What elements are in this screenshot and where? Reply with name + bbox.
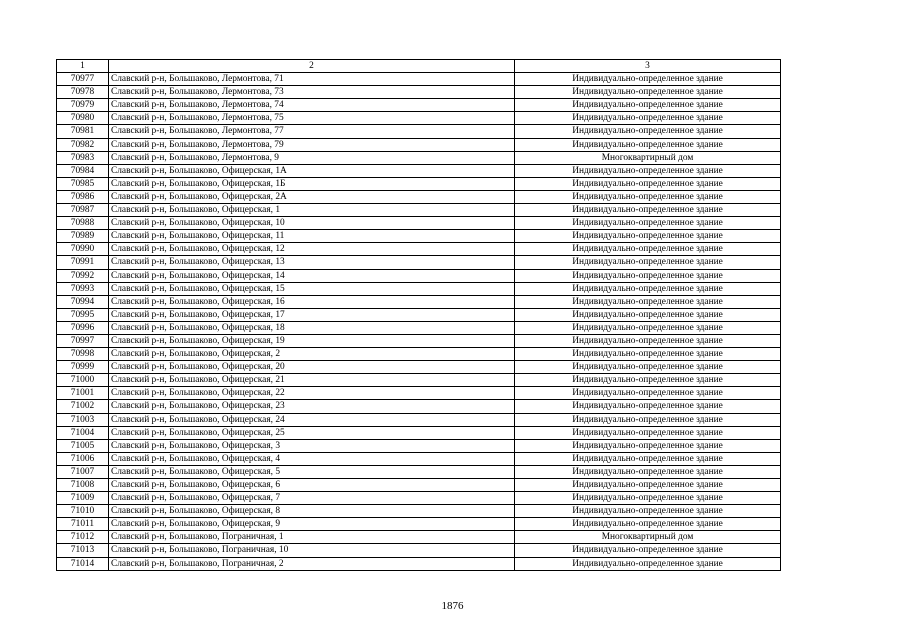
table-row (57, 138, 781, 151)
table-row (57, 321, 781, 334)
table-row (57, 413, 781, 426)
cell-object-type: Индивидуально-определенное здание (515, 413, 781, 426)
cell-number: 70979 (57, 99, 109, 112)
cell-address: Славский р-н, Большаково, Офицерская, 2 (109, 348, 515, 361)
cell-number: 70992 (57, 269, 109, 282)
table-row (57, 86, 781, 99)
table-row (57, 531, 781, 544)
cell-address: Славский р-н, Большаково, Офицерская, 17 (109, 308, 515, 321)
cell-object-type: Индивидуально-определенное здание (515, 308, 781, 321)
cell-object-type: Индивидуально-определенное здание (515, 426, 781, 439)
table-row (57, 164, 781, 177)
table-row (57, 282, 781, 295)
cell-object-type: Индивидуально-определенное здание (515, 348, 781, 361)
table-row (57, 269, 781, 282)
cell-object-type: Индивидуально-определенное здание (515, 164, 781, 177)
cell-number: 70983 (57, 151, 109, 164)
cell-object-type: Индивидуально-определенное здание (515, 243, 781, 256)
cell-address: Славский р-н, Большаково, Лермонтова, 74 (109, 99, 515, 112)
table-row (57, 308, 781, 321)
cell-object-type: Индивидуально-определенное здание (515, 400, 781, 413)
table-row (57, 387, 781, 400)
cell-number: 71014 (57, 557, 109, 570)
cell-object-type: Индивидуально-определенное здание (515, 505, 781, 518)
table-row (57, 361, 781, 374)
table-row (57, 230, 781, 243)
table-row (57, 295, 781, 308)
table-row (57, 348, 781, 361)
table-row (57, 374, 781, 387)
cell-number: 71006 (57, 452, 109, 465)
cell-number: 71004 (57, 426, 109, 439)
cell-address: Славский р-н, Большаково, Лермонтова, 71 (109, 73, 515, 86)
cell-object-type: Индивидуально-определенное здание (515, 230, 781, 243)
cell-object-type: Индивидуально-определенное здание (515, 177, 781, 190)
cell-address: Славский р-н, Большаково, Лермонтова, 75 (109, 112, 515, 125)
cell-object-type: Индивидуально-определенное здание (515, 217, 781, 230)
cell-address: Славский р-н, Большаково, Офицерская, 6 (109, 479, 515, 492)
cell-object-type: Индивидуально-определенное здание (515, 138, 781, 151)
cell-object-type: Индивидуально-определенное здание (515, 387, 781, 400)
cell-address: Славский р-н, Большаково, Офицерская, 20 (109, 361, 515, 374)
cell-address: Славский р-н, Большаково, Пограничная, 10 (109, 544, 515, 557)
table-row (57, 426, 781, 439)
table-row (57, 190, 781, 203)
table-row (57, 479, 781, 492)
cell-address: Славский р-н, Большаково, Офицерская, 15 (109, 282, 515, 295)
cell-address: Славский р-н, Большаково, Офицерская, 16 (109, 295, 515, 308)
cell-number: 70984 (57, 164, 109, 177)
table-row (57, 400, 781, 413)
cell-object-type: Индивидуально-определенное здание (515, 492, 781, 505)
column-header-number: 1 (57, 60, 109, 73)
cell-number: 71008 (57, 479, 109, 492)
cell-number: 71005 (57, 439, 109, 452)
cell-address: Славский р-н, Большаково, Офицерская, 18 (109, 321, 515, 334)
cell-object-type: Индивидуально-определенное здание (515, 256, 781, 269)
table-row (57, 256, 781, 269)
cell-address: Славский р-н, Большаково, Офицерская, 4 (109, 452, 515, 465)
cell-address: Славский р-н, Большаково, Пограничная, 1 (109, 531, 515, 544)
register-table (56, 59, 781, 571)
cell-object-type: Индивидуально-определенное здание (515, 374, 781, 387)
cell-number: 70999 (57, 361, 109, 374)
cell-number: 70977 (57, 73, 109, 86)
cell-object-type: Индивидуально-определенное здание (515, 99, 781, 112)
cell-object-type: Многоквартирный дом (515, 531, 781, 544)
cell-address: Славский р-н, Большаково, Лермонтова, 9 (109, 151, 515, 164)
cell-number: 70995 (57, 308, 109, 321)
cell-object-type: Индивидуально-определенное здание (515, 112, 781, 125)
table-row (57, 439, 781, 452)
cell-number: 70980 (57, 112, 109, 125)
cell-address: Славский р-н, Большаково, Офицерская, 9 (109, 518, 515, 531)
cell-number: 71012 (57, 531, 109, 544)
cell-number: 70981 (57, 125, 109, 138)
cell-address: Славский р-н, Большаково, Офицерская, 19 (109, 334, 515, 347)
cell-object-type: Индивидуально-определенное здание (515, 86, 781, 99)
table-row (57, 217, 781, 230)
cell-address: Славский р-н, Большаково, Офицерская, 24 (109, 413, 515, 426)
cell-object-type: Индивидуально-определенное здание (515, 361, 781, 374)
cell-number: 70994 (57, 295, 109, 308)
cell-object-type: Индивидуально-определенное здание (515, 73, 781, 86)
cell-number: 70997 (57, 334, 109, 347)
table-row (57, 243, 781, 256)
cell-number: 70989 (57, 230, 109, 243)
cell-number: 70982 (57, 138, 109, 151)
cell-address: Славский р-н, Большаково, Офицерская, 5 (109, 465, 515, 478)
cell-number: 71013 (57, 544, 109, 557)
cell-address: Славский р-н, Большаково, Офицерская, 7 (109, 492, 515, 505)
cell-number: 70993 (57, 282, 109, 295)
table-body (57, 73, 781, 571)
cell-address: Славский р-н, Большаково, Офицерская, 1 (109, 204, 515, 217)
cell-address: Славский р-н, Большаково, Офицерская, 25 (109, 426, 515, 439)
cell-number: 71011 (57, 518, 109, 531)
cell-object-type: Индивидуально-определенное здание (515, 544, 781, 557)
cell-object-type: Индивидуально-определенное здание (515, 479, 781, 492)
cell-number: 70978 (57, 86, 109, 99)
table-row (57, 518, 781, 531)
table-row (57, 452, 781, 465)
table-row (57, 151, 781, 164)
cell-address: Славский р-н, Большаково, Лермонтова, 73 (109, 86, 515, 99)
cell-number: 70988 (57, 217, 109, 230)
cell-number: 70987 (57, 204, 109, 217)
cell-object-type: Индивидуально-определенное здание (515, 321, 781, 334)
table-row (57, 544, 781, 557)
table-row (57, 465, 781, 478)
table-row (57, 73, 781, 86)
cell-address: Славский р-н, Большаково, Лермонтова, 77 (109, 125, 515, 138)
cell-address: Славский р-н, Большаково, Офицерская, 1А (109, 164, 515, 177)
cell-address: Славский р-н, Большаково, Офицерская, 8 (109, 505, 515, 518)
cell-address: Славский р-н, Большаково, Офицерская, 22 (109, 387, 515, 400)
table-row (57, 204, 781, 217)
cell-object-type: Индивидуально-определенное здание (515, 269, 781, 282)
cell-object-type: Индивидуально-определенное здание (515, 190, 781, 203)
cell-number: 71009 (57, 492, 109, 505)
cell-number: 71000 (57, 374, 109, 387)
page-number: 1876 (441, 600, 464, 612)
cell-address: Славский р-н, Большаково, Офицерская, 23 (109, 400, 515, 413)
cell-object-type: Многоквартирный дом (515, 151, 781, 164)
cell-number: 70990 (57, 243, 109, 256)
cell-object-type: Индивидуально-определенное здание (515, 439, 781, 452)
cell-number: 70986 (57, 190, 109, 203)
cell-address: Славский р-н, Большаково, Офицерская, 11 (109, 230, 515, 243)
cell-object-type: Индивидуально-определенное здание (515, 452, 781, 465)
cell-number: 70991 (57, 256, 109, 269)
table-row (57, 492, 781, 505)
cell-number: 71010 (57, 505, 109, 518)
cell-object-type: Индивидуально-определенное здание (515, 125, 781, 138)
cell-address: Славский р-н, Большаково, Офицерская, 3 (109, 439, 515, 452)
cell-object-type: Индивидуально-определенное здание (515, 282, 781, 295)
table-row (57, 177, 781, 190)
cell-object-type: Индивидуально-определенное здание (515, 204, 781, 217)
cell-number: 71002 (57, 400, 109, 413)
cell-address: Славский р-н, Большаково, Офицерская, 13 (109, 256, 515, 269)
cell-number: 71001 (57, 387, 109, 400)
cell-number: 70998 (57, 348, 109, 361)
cell-address: Славский р-н, Большаково, Офицерская, 10 (109, 217, 515, 230)
table-header-row (57, 60, 781, 73)
column-header-type: 3 (515, 60, 781, 73)
cell-address: Славский р-н, Большаково, Лермонтова, 79 (109, 138, 515, 151)
cell-address: Славский р-н, Большаково, Офицерская, 2А (109, 190, 515, 203)
cell-object-type: Индивидуально-определенное здание (515, 334, 781, 347)
cell-address: Славский р-н, Большаково, Офицерская, 21 (109, 374, 515, 387)
cell-object-type: Индивидуально-определенное здание (515, 295, 781, 308)
cell-number: 70996 (57, 321, 109, 334)
cell-object-type: Индивидуально-определенное здание (515, 518, 781, 531)
cell-address: Славский р-н, Большаково, Офицерская, 1Б (109, 177, 515, 190)
cell-object-type: Индивидуально-определенное здание (515, 465, 781, 478)
cell-number: 71007 (57, 465, 109, 478)
cell-object-type: Индивидуально-определенное здание (515, 557, 781, 570)
column-header-address: 2 (109, 60, 515, 73)
table-row (57, 99, 781, 112)
table-row (57, 112, 781, 125)
table-row (57, 505, 781, 518)
table-row (57, 334, 781, 347)
cell-address: Славский р-н, Большаково, Офицерская, 12 (109, 243, 515, 256)
cell-number: 70985 (57, 177, 109, 190)
table-row (57, 125, 781, 138)
cell-address: Славский р-н, Большаково, Пограничная, 2 (109, 557, 515, 570)
cell-number: 71003 (57, 413, 109, 426)
table-row (57, 557, 781, 570)
cell-address: Славский р-н, Большаково, Офицерская, 14 (109, 269, 515, 282)
